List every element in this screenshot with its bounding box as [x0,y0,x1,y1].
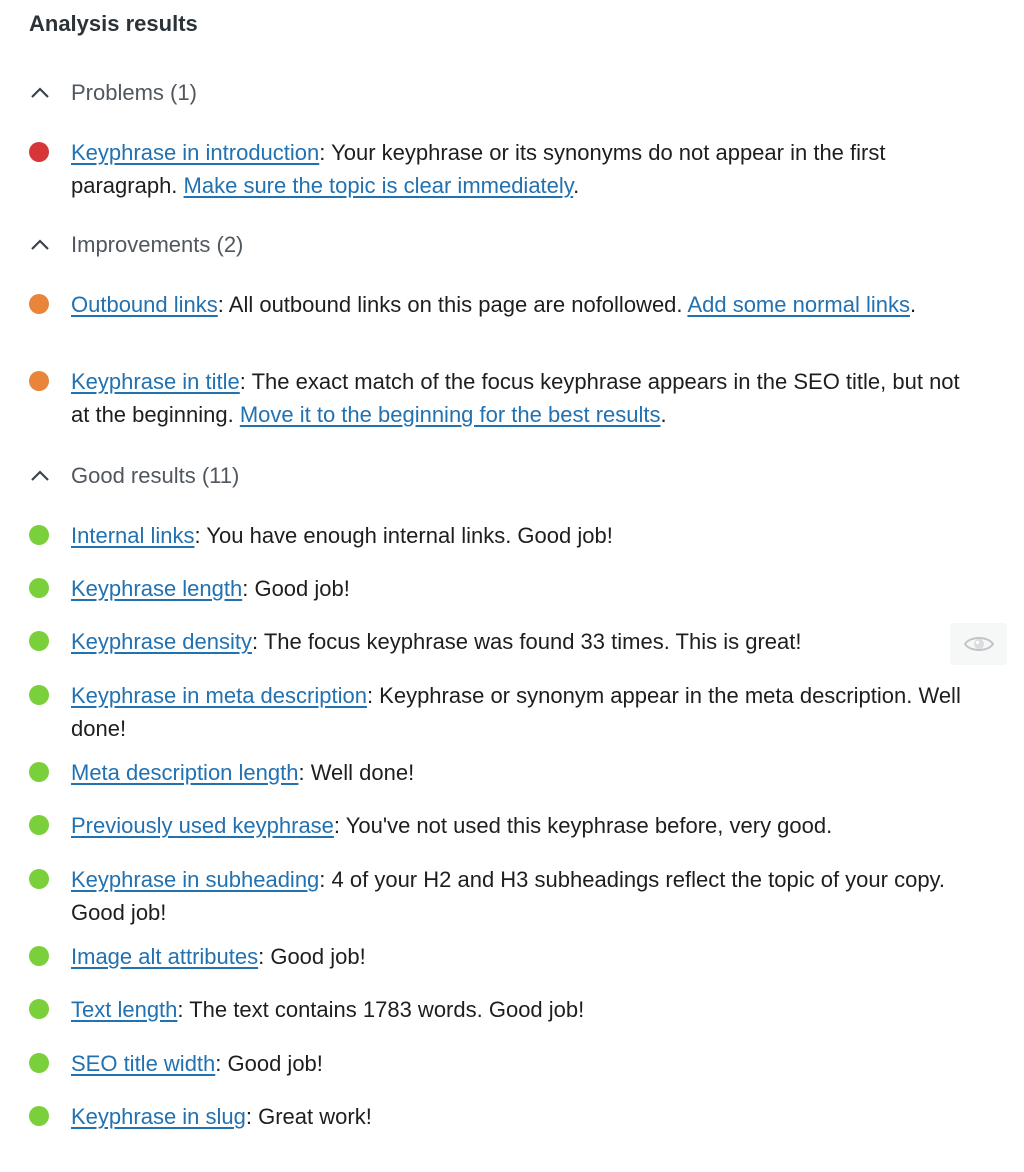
status-dot-good [29,869,49,889]
result-link[interactable]: Meta description length [71,760,299,785]
result-link[interactable]: Internal links [71,523,195,548]
status-dot-good [29,631,49,651]
result-link[interactable]: Keyphrase in slug [71,1104,246,1129]
status-dot-problem [29,142,49,162]
result-link[interactable]: Keyphrase in introduction [71,140,320,165]
status-dot-improvement [29,371,49,391]
chevron-up-icon [29,86,51,100]
result-link[interactable]: Keyphrase in title [71,369,240,394]
status-dot-good [29,578,49,598]
result-text: Keyphrase in title: The exact match of the focus keyphrase appears in the SEO title, but not at the beginning. Move it to the beginning for the best results. [71,369,960,427]
status-dot-good [29,999,49,1019]
result-link[interactable]: Text length [71,997,178,1022]
group-improvements-label: Improvements (2) [71,232,244,257]
result-action-link[interactable]: Make sure the topic is clear immediately [183,173,574,198]
result-link[interactable]: Keyphrase length [71,576,243,601]
group-improvements-toggle[interactable] [29,229,629,261]
highlight-toggle-button[interactable] [950,623,1007,665]
result-text: Keyphrase in subheading: 4 of your H2 and H3 subheadings reflect the topic of your copy. Good job! [71,867,946,925]
result-text: Keyphrase in introduction: Your keyphrase or its synonyms do not appear in the first paragraph. Make sure the topic is clear immediately. [71,140,886,198]
result-text: Keyphrase density: The focus keyphrase was found 33 times. This is great! [71,629,802,654]
result-text: Keyphrase length: Good job! [71,576,350,601]
status-dot-good [29,525,49,545]
result-link[interactable]: Keyphrase in subheading [71,867,320,892]
group-problems-label: Problems (1) [71,80,197,105]
result-link[interactable]: SEO title width [71,1051,216,1076]
analysis-results-title: Analysis results [29,11,198,36]
result-text: Text length: The text contains 1783 words. Good job! [71,997,585,1022]
status-dot-good [29,1106,49,1126]
result-text: Outbound links: All outbound links on this page are nofollowed. Add some normal links. [71,292,917,317]
status-dot-improvement [29,294,49,314]
result-action-link[interactable]: Add some normal links [687,292,910,317]
result-link[interactable]: Outbound links [71,292,218,317]
result-text: Meta description length: Well done! [71,760,415,785]
group-good-results-toggle[interactable] [29,460,629,492]
group-good-results-label: Good results (11) [71,463,240,488]
status-dot-good [29,1053,49,1073]
result-text: SEO title width: Good job! [71,1051,323,1076]
result-link[interactable]: Previously used keyphrase [71,813,334,838]
status-dot-good [29,685,49,705]
result-text: Image alt attributes: Good job! [71,944,366,969]
result-text: Keyphrase in slug: Great work! [71,1104,372,1129]
chevron-up-icon [29,469,51,483]
eye-icon [963,633,995,655]
result-text: Previously used keyphrase: You've not used this keyphrase before, very good. [71,813,833,838]
result-text: Internal links: You have enough internal links. Good job! [71,523,613,548]
group-problems-toggle[interactable] [29,77,629,109]
result-link[interactable]: Keyphrase in meta description [71,683,367,708]
status-dot-good [29,946,49,966]
status-dot-good [29,762,49,782]
result-text: Keyphrase in meta description: Keyphrase or synonym appear in the meta description. Well done! [71,683,961,741]
status-dot-good [29,815,49,835]
result-link[interactable]: Image alt attributes [71,944,259,969]
chevron-up-icon [29,238,51,252]
result-link[interactable]: Keyphrase density [71,629,252,654]
result-action-link[interactable]: Move it to the beginning for the best results [239,402,661,427]
